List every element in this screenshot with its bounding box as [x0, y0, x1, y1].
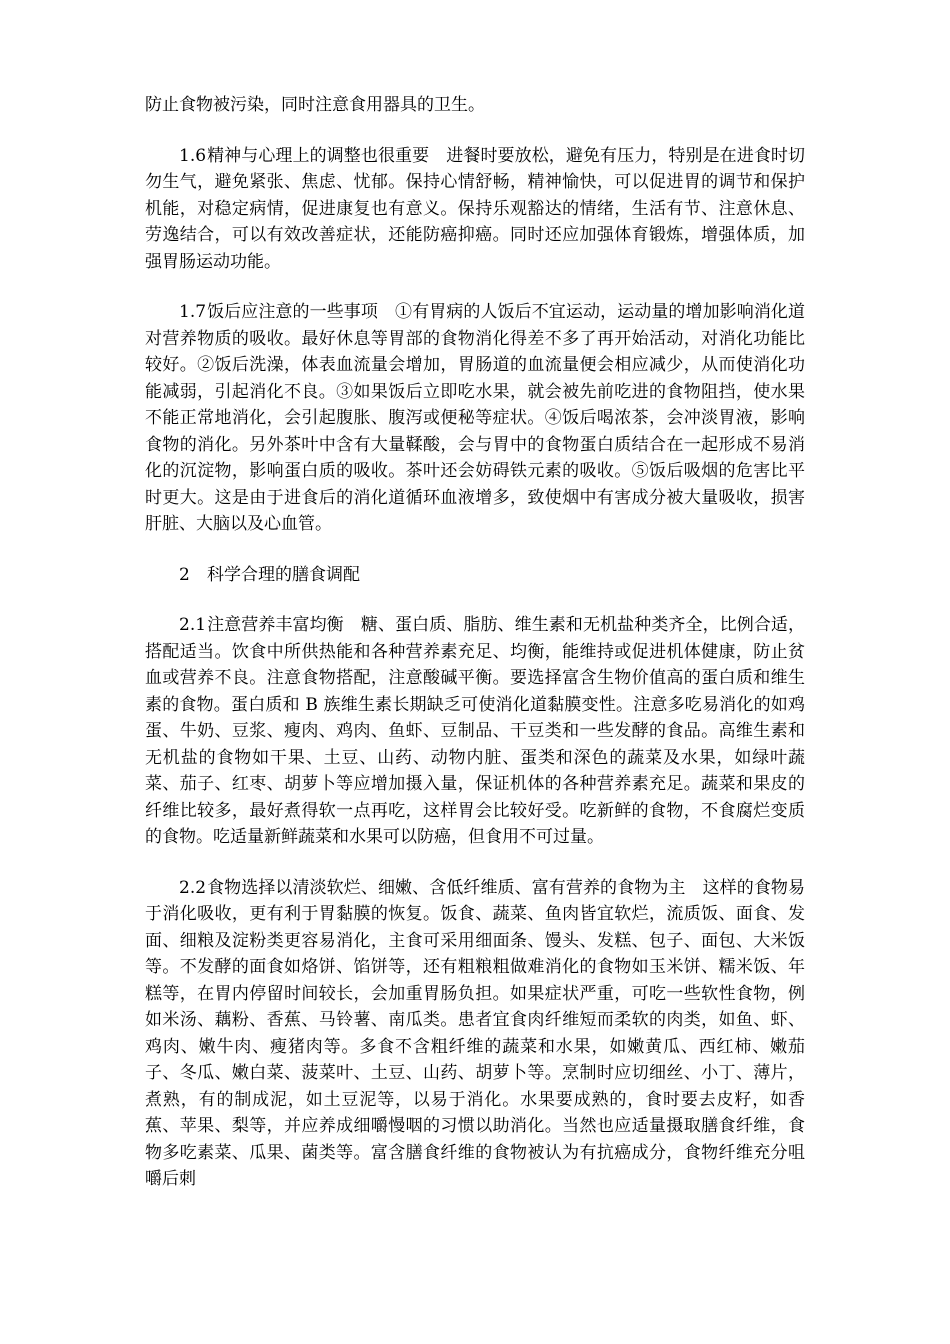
section-number: 2.2 — [179, 877, 207, 898]
section-2-2 — [145, 875, 805, 1193]
section-body: ①有胃病的人饭后不宜运动，运动量的增加影响消化道对营养物质的吸收。最好休息等胃部的食物消化得差不多了再开始活动，对消化功能比较好。②饭后洗澡，体表血流量会增加，胃肠道的血流量便会相应减少，从而使消化功能减弱，引起消化不良。③如果饭后立即吃水果，就会被先前吃进的食物阻挡，使水果不能正常地消化，会引起腹胀、腹泻或便秘等症状。④饭后喝浓茶，会冲淡胃液，影响食物的消化。另外茶叶中含有大量鞣酸，会与胃中的食物蛋白质结合在一起形成不易消化的沉淀物，影响蛋白质的吸收。茶叶还会妨碍铁元素的吸收。⑤饭后吸烟的危害比平时更大。这是由于进食后的消化道循环血液增多，致使烟中有害成分被大量吸收，损害肝脏、大脑以及心血管。 — [145, 302, 806, 534]
section-1-7 — [145, 299, 805, 538]
section-number: 1.7 — [179, 302, 207, 322]
section-title: 食物选择以清淡软烂、细嫩、含低纤维质、富有营养的食物为主 — [207, 877, 686, 898]
section-title: 饭后应注意的一些事项 — [207, 302, 378, 322]
section-1-6 — [145, 143, 805, 276]
section-number: 2.1 — [179, 615, 207, 635]
section-2-heading — [145, 562, 805, 589]
document-page — [145, 92, 805, 1193]
section-number: 1.6 — [179, 145, 207, 166]
paragraph-gap — [145, 588, 805, 612]
paragraph-gap — [145, 851, 805, 875]
paragraph-gap — [145, 119, 805, 143]
section-number: 2 — [179, 564, 190, 585]
paragraph-gap — [145, 538, 805, 562]
section-body: 糖、蛋白质、脂肪、维生素和无机盐种类齐全，比例合适，搭配适当。饮食中所供热能和各种营养素充足、均衡，能维持或促进机体健康，防止贫血或营养不良。注意食物搭配，注意酸碱平衡。要选择富含生物价值高的蛋白质和维生素的食物。蛋白质和 B 族维生素长期缺乏可使消化道黏膜变性。注意多吃易消化的如鸡蛋、牛奶、豆浆、瘦肉、鸡肉、鱼虾、豆制品、干豆类和一些发酵的食品。高维生素和无机盐的食物如干果、土豆、山药、动物内脏、蛋类和深色的蔬菜及水果，如绿叶蔬菜、茄子、红枣、胡萝卜等应增加摄入量，保证机体的各种营养素充足。蔬菜和果皮的纤维比较多，最好煮得软一点再吃，这样胃会比较好受。吃新鲜的食物，不食腐烂变质的食物。吃适量新鲜蔬菜和水果可以防癌，但食用不可过量。 — [145, 615, 806, 847]
paragraph-gap — [145, 275, 805, 299]
section-title: 注意营养丰富均衡 — [207, 615, 344, 635]
section-title: 科学合理的膳食调配 — [207, 564, 360, 585]
section-2-1 — [145, 612, 805, 851]
paragraph-continuation: 防止食物被污染，同时注意食用器具的卫生。 — [145, 95, 485, 115]
section-body: 进餐时要放松，避免有压力，特别是在进食时切勿生气，避免紧张、焦虑、忧郁。保持心情舒畅，精神愉快，可以促进胃的调节和保护机能，对稳定病情，促进康复也有意义。保持乐观豁达的情绪，生活有节、注意休息、劳逸结合，可以有效改善症状，还能防癌抑癌。同时还应加强体育锻炼，增强体质，加强胃肠运动功能。 — [145, 145, 806, 272]
section-title: 精神与心理上的调整也很重要 — [207, 145, 430, 166]
section-body: 这样的食物易于消化吸收，更有利于胃黏膜的恢复。饭食、蔬菜、鱼肉皆宜软烂，流质饭、面食、发面、细粮及淀粉类更容易消化，主食可采用细面条、馒头、发糕、包子、面包、大米饭等。不发酵的面食如烙饼、馅饼等，还有粗粮粗做难消化的食物如玉米饼、糯米饭、年糕等，在胃内停留时间较长，会加重胃肠负担。如果症状严重，可吃一些软性食物，例如米汤、藕粉、香蕉、马铃薯、南瓜类。患者宜食肉纤维短而柔软的肉类，如鱼、虾、鸡肉、嫩牛肉、瘦猪肉等。多食不含粗纤维的蔬菜和水果，如嫩黄瓜、西红柿、嫩茄子、冬瓜、嫩白菜、菠菜叶、土豆、山药、胡萝卜等。烹制时应切细丝、小丁、薄片，煮熟，有的制成泥，如土豆泥等，以易于消化。水果要成熟的，食时要去皮籽，如香蕉、苹果、梨等，并应养成细嚼慢咽的习惯以助消化。当然也应适量摄取膳食纤维，食物多吃素菜、瓜果、菌类等。富含膳食纤维的食物被认为有抗癌成分，食物纤维充分咀嚼后刺 — [145, 877, 805, 1189]
